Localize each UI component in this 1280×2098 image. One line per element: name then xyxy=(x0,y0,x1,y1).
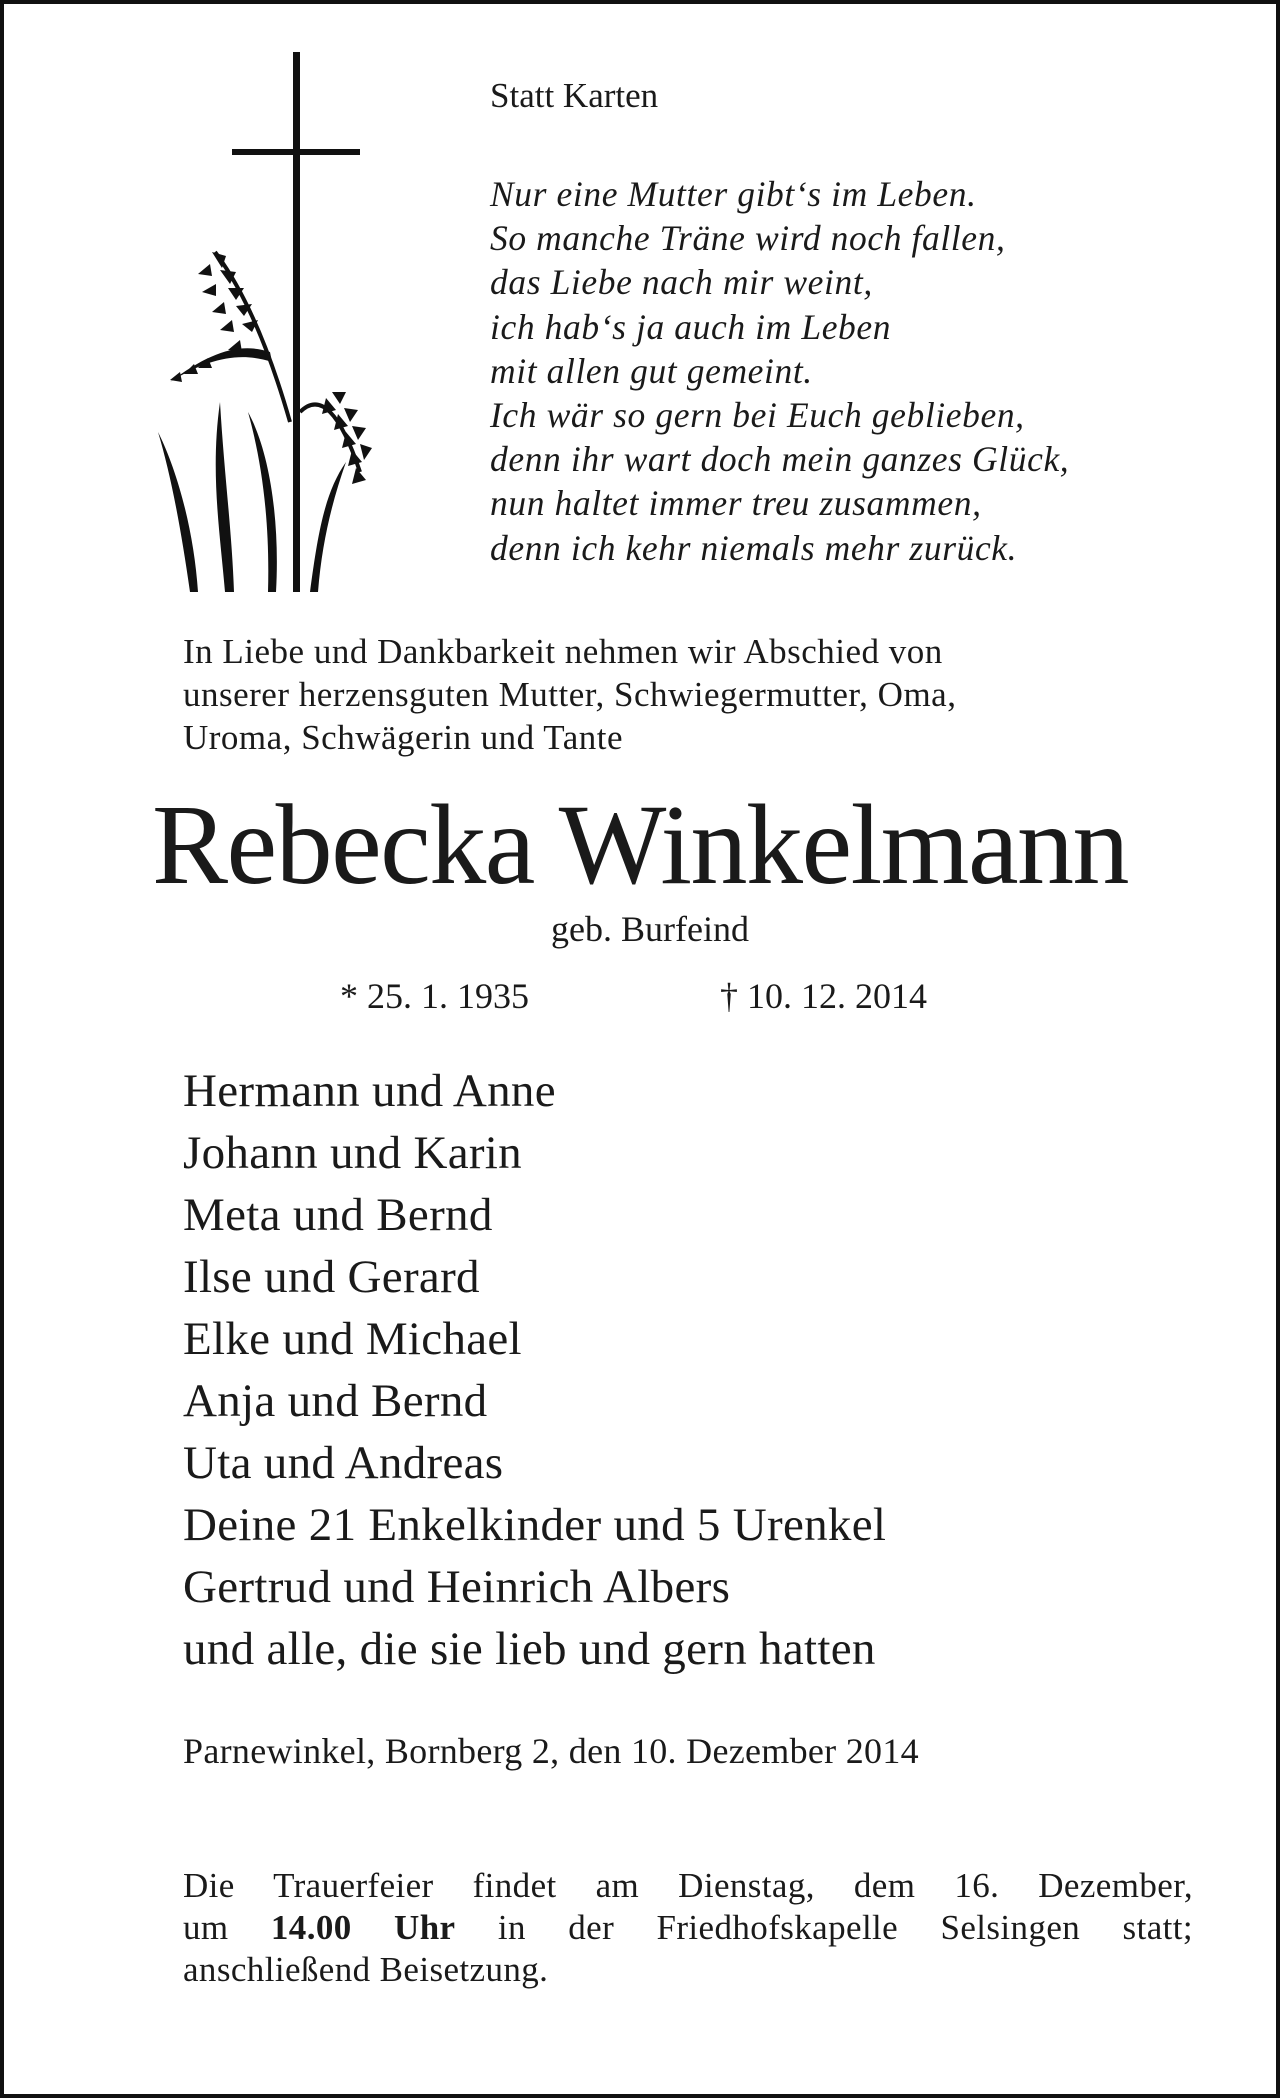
family-member: und alle, die sie lieb und gern hatten xyxy=(183,1623,876,1675)
family-member: Gertrud und Heinrich Albers xyxy=(183,1561,731,1613)
death-date: † 10. 12. 2014 xyxy=(720,976,927,1016)
service-line xyxy=(183,1907,1193,1949)
farewell-line: In Liebe und Dankbarkeit nehmen wir Abschied von xyxy=(183,632,943,671)
poem-line: Nur eine Mutter gibt‘s im Leben. xyxy=(490,174,977,214)
family-list xyxy=(183,1060,886,1680)
birth-date: * 25. 1. 1935 xyxy=(340,976,529,1016)
poem-line: mit allen gut gemeint. xyxy=(490,350,813,391)
farewell-line: Uroma, Schwägerin und Tante xyxy=(183,718,624,757)
service-line: anschließend Beisetzung. xyxy=(183,1950,549,1989)
service-line: Die Trauerfeier findet am Dienstag, dem 16. Dezember, xyxy=(183,1866,1193,1905)
family-member: Deine 21 Enkelkinder und 5 Urenkel xyxy=(183,1499,887,1551)
service-info xyxy=(183,1865,1193,1991)
poem-line: denn ihr wart doch mein ganzes Glück, xyxy=(490,439,1070,480)
poem-line: ich hab‘s ja auch im Leben xyxy=(490,306,892,347)
service-time: 14.00 Uhr xyxy=(270,1908,456,1947)
poem xyxy=(490,172,1069,570)
poem-line: denn ich kehr niemals mehr zurück. xyxy=(490,527,1018,568)
deceased-name: Rebecka Winkelmann xyxy=(151,781,1129,908)
farewell-text xyxy=(183,630,1193,759)
service-post: in der Friedhofskapelle Selsingen statt; xyxy=(497,1908,1193,1947)
family-member: Uta und Andreas xyxy=(183,1437,504,1489)
poem-line: nun haltet immer treu zusammen, xyxy=(490,483,982,524)
family-member: Ilse und Gerard xyxy=(183,1251,480,1303)
poem-line: So manche Träne wird noch fallen, xyxy=(490,218,1006,259)
family-member: Elke und Michael xyxy=(183,1313,522,1365)
family-member: Anja und Bernd xyxy=(183,1375,488,1427)
poem-line: das Liebe nach mir weint, xyxy=(490,262,873,303)
service-pre: um xyxy=(183,1908,229,1947)
intro-heading: Statt Karten xyxy=(490,76,659,115)
farewell-line: unserer herzensguten Mutter, Schwiegermutter, Oma, xyxy=(183,675,957,714)
family-member: Meta und Bernd xyxy=(183,1189,493,1241)
family-member: Hermann und Anne xyxy=(183,1065,556,1117)
cross-with-grain-icon xyxy=(150,52,390,592)
family-member: Johann und Karin xyxy=(183,1127,522,1179)
poem-line: Ich wär so gern bei Euch geblieben, xyxy=(490,395,1025,436)
place-and-date: Parnewinkel, Bornberg 2, den 10. Dezember 2014 xyxy=(183,1731,919,1771)
maiden-name: geb. Burfeind xyxy=(551,909,749,949)
